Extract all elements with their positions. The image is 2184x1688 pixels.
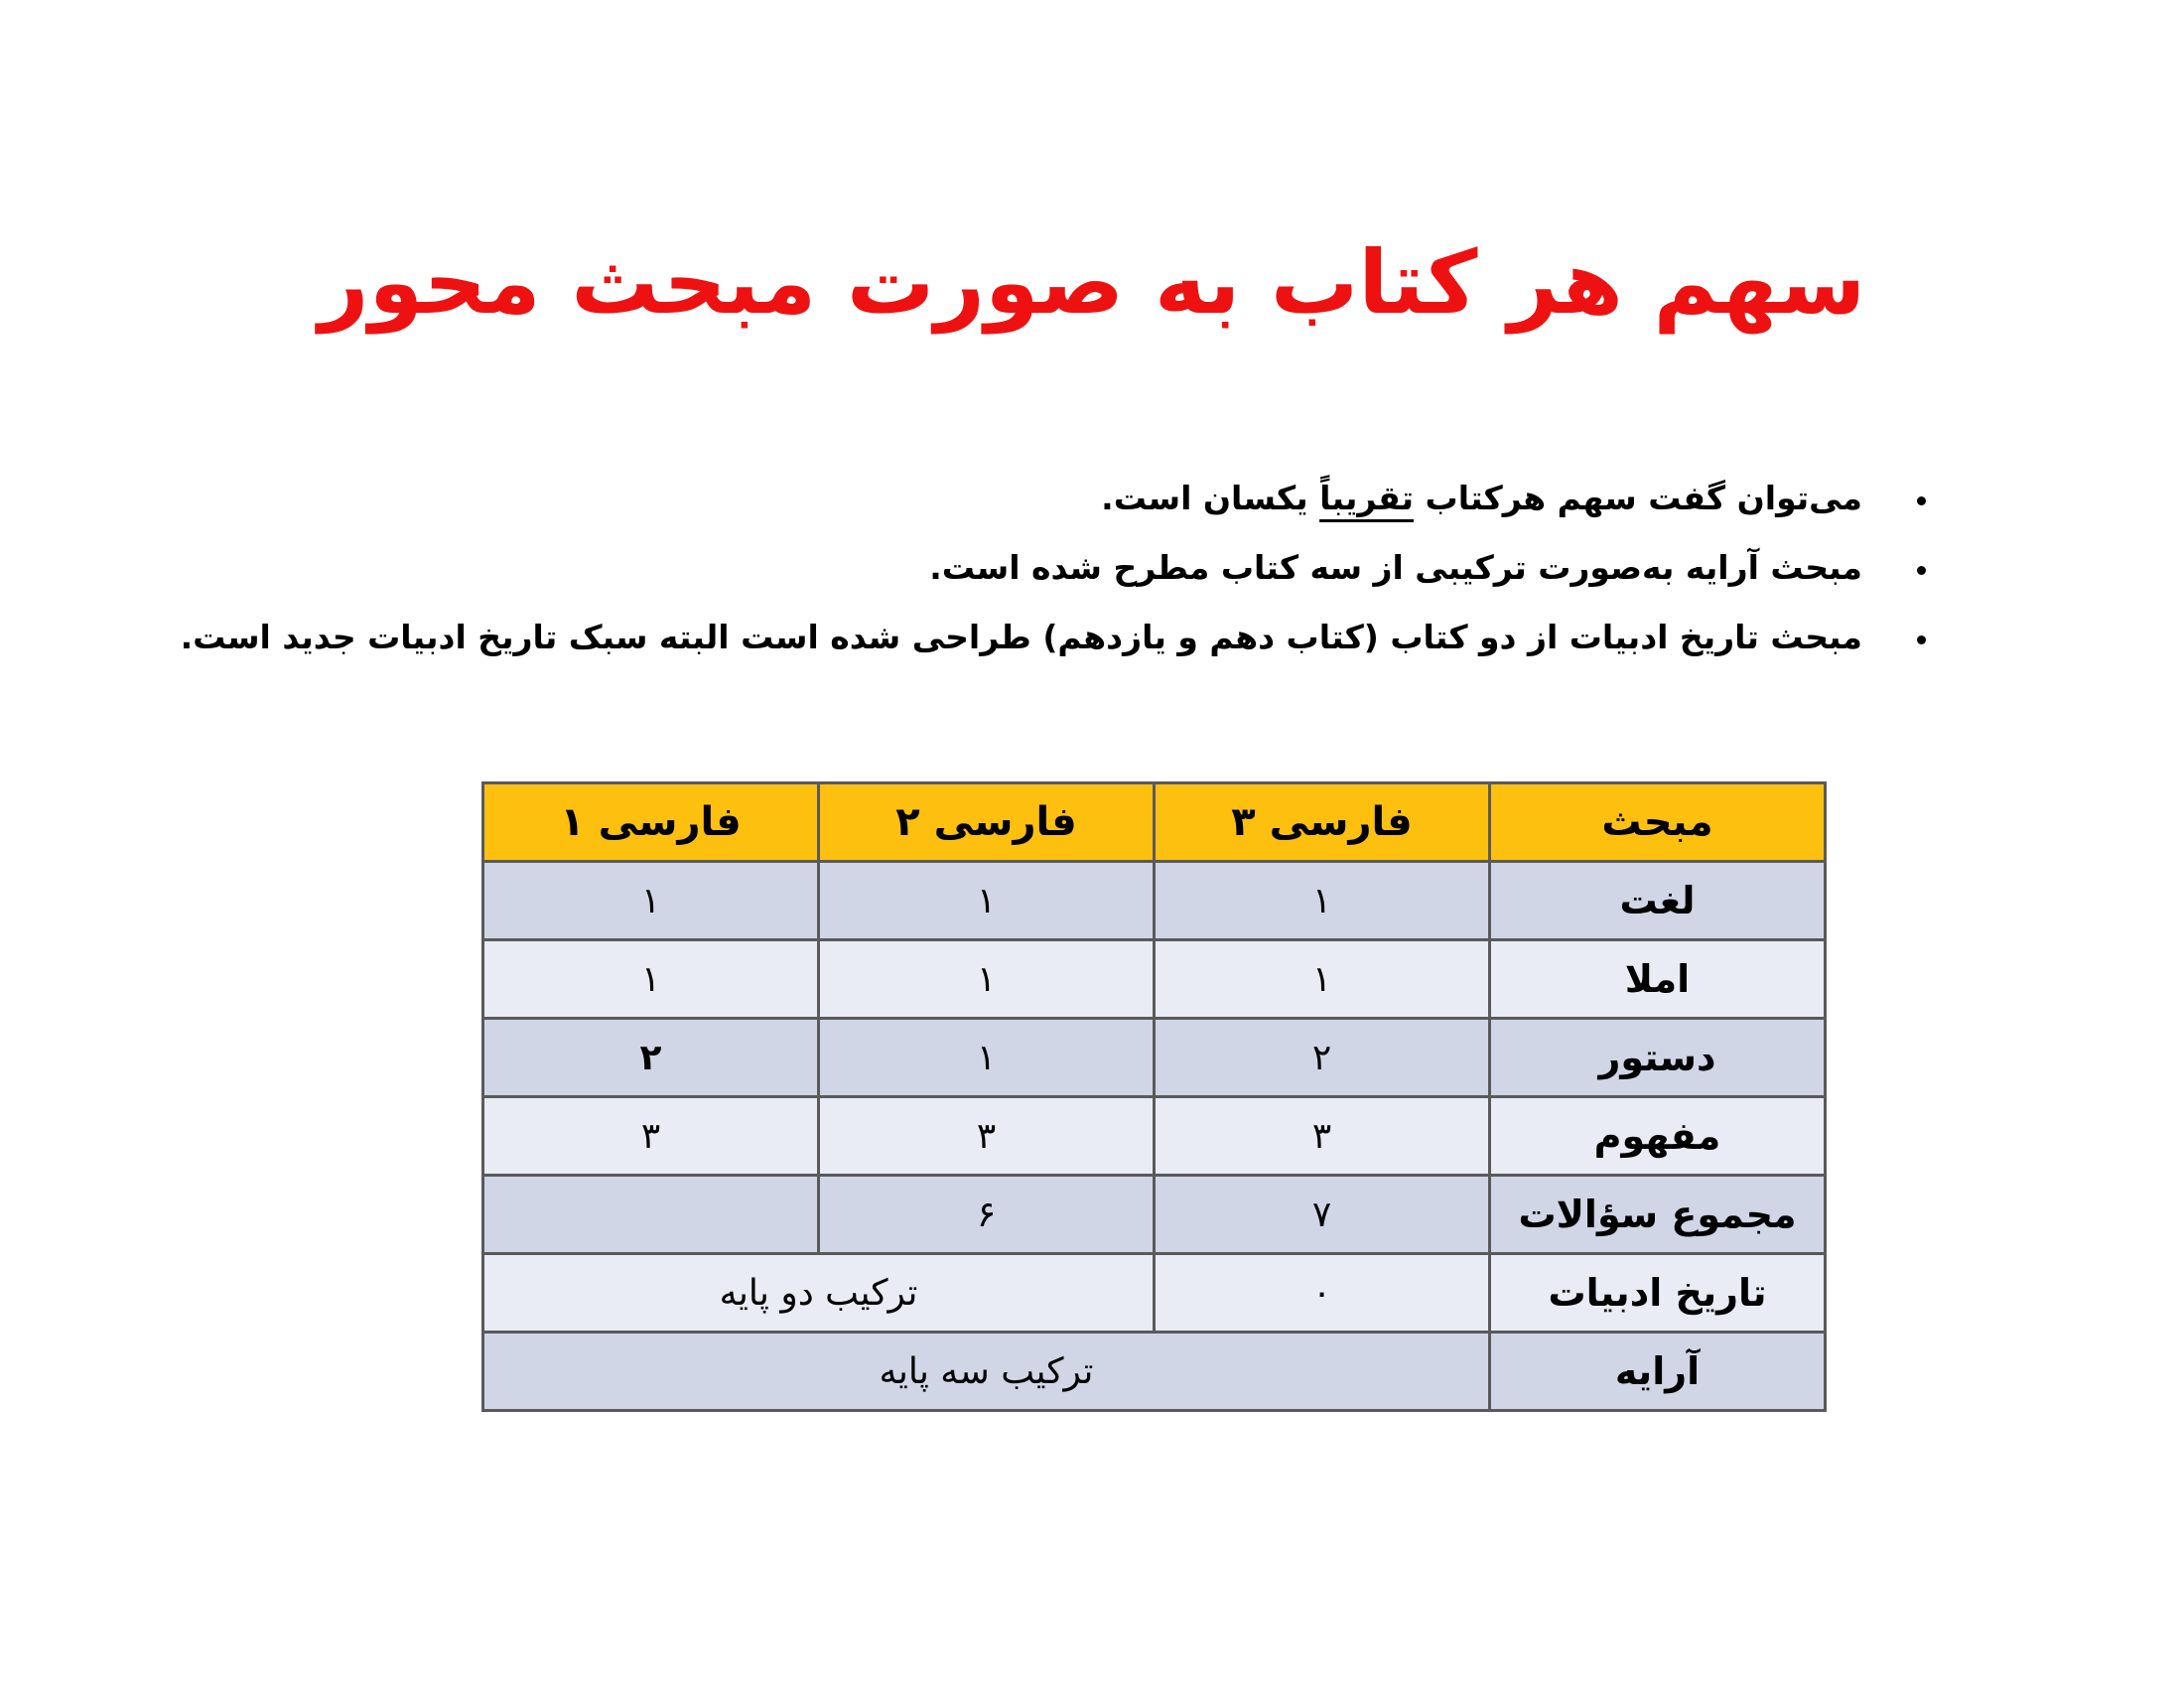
row-topic: آرایه (1490, 1333, 1826, 1411)
bullet-text: مبحث تاریخ ادبیات از دو کتاب (کتاب دهم و یازدهم) طراحی شده است البته سبک تاریخ ادبیات جدید است. (180, 618, 1862, 656)
table-row (483, 1254, 1826, 1333)
table-row (483, 1333, 1826, 1411)
table-header-row (483, 783, 1826, 862)
table-row (483, 1176, 1826, 1254)
bullet-text: می‌توان گفت سهم هرکتاب (1414, 479, 1862, 517)
book-share-table (481, 781, 1827, 1412)
cell-farsi-1: ۳ (483, 1097, 819, 1176)
table-row (483, 862, 1826, 940)
cell-farsi-2: ۶ (819, 1176, 1155, 1254)
cell-farsi-1: ۱ (483, 940, 819, 1019)
cell-combined: ترکیب سه پایه (483, 1333, 1490, 1411)
table-row (483, 1097, 1826, 1176)
bullet-text: مبحث آرایه به‌صورت ترکیبی از سه کتاب مطرح شده است. (929, 548, 1862, 587)
header-farsi-2: فارسی ۲ (819, 783, 1155, 862)
cell-farsi-1 (483, 1176, 819, 1254)
underlined-word: تقریباً (1319, 479, 1415, 517)
row-topic: دستور (1490, 1019, 1826, 1097)
cell-combined: ترکیب دو پایه (483, 1254, 1155, 1333)
cell-farsi-3: ۱ (1155, 862, 1490, 940)
cell-farsi-2: ۱ (819, 1019, 1155, 1097)
page-title: سهم هر کتاب به صورت مبحث محور (318, 231, 1866, 334)
cell-farsi-3: ۱ (1155, 940, 1490, 1019)
header-farsi-1: فارسی ۱ (483, 783, 819, 862)
row-topic: لغت (1490, 862, 1826, 940)
bullet-item (159, 477, 1946, 520)
cell-farsi-2: ۱ (819, 862, 1155, 940)
row-topic: مجموع سؤالات (1490, 1176, 1826, 1254)
cell-farsi-3: ۳ (1155, 1097, 1490, 1176)
bullet-item (159, 616, 1946, 659)
row-topic: مفهوم (1490, 1097, 1826, 1176)
cell-farsi-1: ۱ (483, 862, 819, 940)
cell-farsi-3: ۲ (1155, 1019, 1490, 1097)
cell-farsi-1: ۲ (483, 1019, 819, 1097)
bullet-item (159, 546, 1946, 590)
bullet-text: یکسان است. (1101, 479, 1320, 517)
cell-farsi-2: ۱ (819, 940, 1155, 1019)
cell-farsi-3: ۰ (1155, 1254, 1490, 1333)
row-topic: تاریخ ادبیات (1490, 1254, 1826, 1333)
cell-farsi-2: ۳ (819, 1097, 1155, 1176)
cell-farsi-3: ۷ (1155, 1176, 1490, 1254)
table-row (483, 1019, 1826, 1097)
table-row (483, 940, 1826, 1019)
row-topic: املا (1490, 940, 1826, 1019)
bullet-list (159, 477, 1946, 685)
header-topic: مبحث (1490, 783, 1826, 862)
header-farsi-3: فارسی ۳ (1155, 783, 1490, 862)
